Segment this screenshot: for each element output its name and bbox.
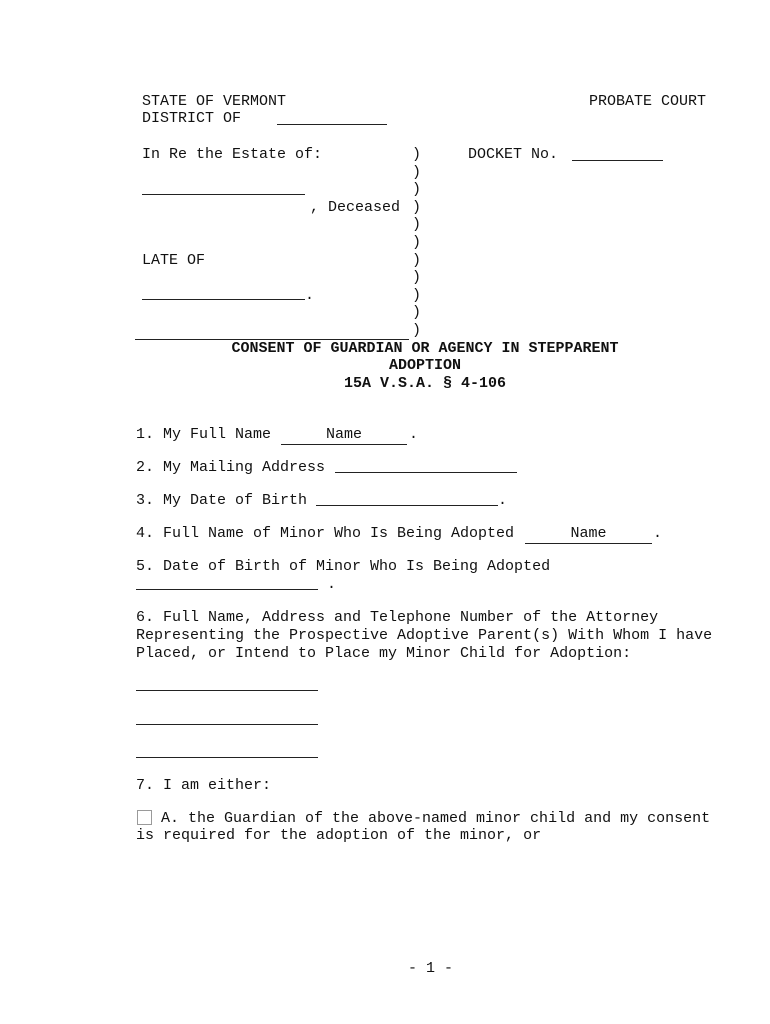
- attorney-phone-field[interactable]: [136, 757, 318, 758]
- deceased-label: , Deceased: [310, 199, 401, 216]
- minor-name-field[interactable]: Name: [525, 525, 652, 544]
- late-of-label: LATE OF: [142, 252, 206, 269]
- guardian-checkbox[interactable]: [137, 810, 152, 825]
- item-6-text: 6. Full Name, Address and Telephone Number of the Attorney: [136, 609, 659, 626]
- court-heading: PROBATE COURT: [589, 93, 707, 110]
- item-2-label: 2. My Mailing Address: [136, 459, 326, 476]
- caption-paren: ): [412, 304, 422, 321]
- caption-paren: ): [412, 234, 422, 251]
- item-7-label: 7. I am either:: [136, 777, 272, 794]
- caption-paren: ): [412, 181, 422, 198]
- minor-date-of-birth-field[interactable]: [136, 589, 318, 590]
- caption-paren: ): [412, 287, 422, 304]
- decedent-name-field[interactable]: [142, 194, 305, 195]
- item-7a-text: A. the Guardian of the above-named minor child and my consent: [161, 810, 711, 827]
- late-of-field[interactable]: [142, 299, 305, 300]
- date-of-birth-field[interactable]: [316, 505, 498, 506]
- caption-paren: ): [412, 322, 422, 339]
- page-number: - 1 -: [408, 960, 454, 977]
- caption-paren: ): [412, 216, 422, 233]
- caption-paren: ): [412, 252, 422, 269]
- item-3-period: .: [498, 492, 508, 509]
- form-title-line2: ADOPTION: [388, 357, 461, 374]
- item-1-period: .: [409, 426, 419, 443]
- caption-paren: ): [412, 146, 422, 163]
- late-of-period: .: [305, 287, 315, 304]
- district-label: DISTRICT OF: [142, 110, 242, 127]
- attorney-address-field[interactable]: [136, 724, 318, 725]
- docket-label: DOCKET No.: [468, 146, 559, 163]
- caption-paren: ): [412, 164, 422, 181]
- caption-paren: ): [412, 269, 422, 286]
- item-6-text: Placed, or Intend to Place my Minor Child for Adoption:: [136, 645, 632, 662]
- item-5-period: .: [327, 576, 337, 593]
- item-4-period: .: [653, 525, 663, 542]
- item-4-label: 4. Full Name of Minor Who Is Being Adopted: [136, 525, 515, 542]
- form-title: CONSENT OF GUARDIAN OR AGENCY IN STEPPARENT: [231, 340, 619, 357]
- attorney-name-field[interactable]: [136, 690, 318, 691]
- district-field[interactable]: [277, 124, 387, 125]
- item-7a-text: is required for the adoption of the minor, or: [136, 827, 542, 844]
- item-6-text: Representing the Prospective Adoptive Parent(s) With Whom I have: [136, 627, 713, 644]
- item-5-label: 5. Date of Birth of Minor Who Is Being Adopted: [136, 558, 551, 575]
- caption-paren: ): [412, 199, 422, 216]
- state-heading: STATE OF VERMONT: [142, 93, 287, 110]
- statute-citation: 15A V.S.A. § 4-106: [343, 375, 507, 392]
- item-1-label: 1. My Full Name: [136, 426, 272, 443]
- item-3-label: 3. My Date of Birth: [136, 492, 308, 509]
- mailing-address-field[interactable]: [335, 472, 517, 473]
- full-name-field[interactable]: Name: [281, 426, 407, 445]
- docket-number-field[interactable]: [572, 160, 663, 161]
- in-re-label: In Re the Estate of:: [142, 146, 323, 163]
